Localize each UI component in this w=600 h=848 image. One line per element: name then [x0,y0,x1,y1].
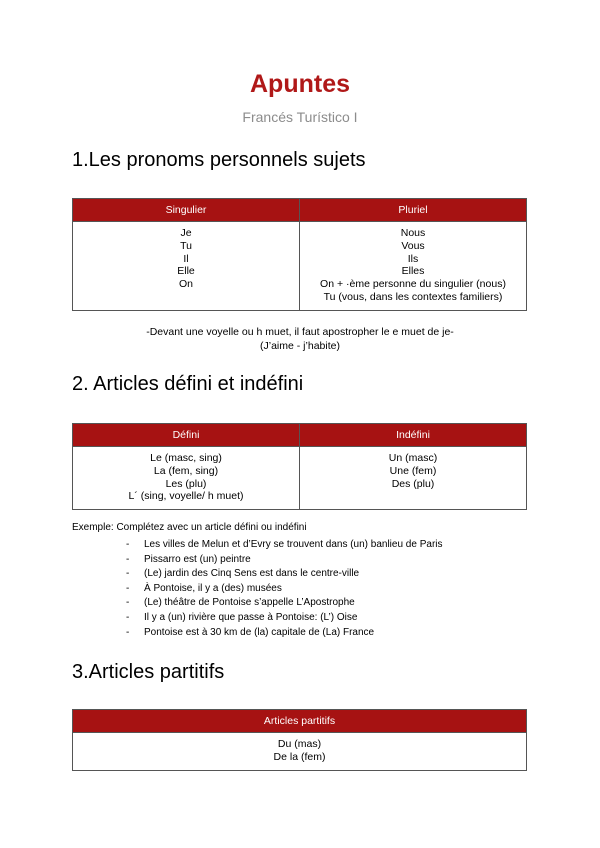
list-item: L´ (sing, voyelle/ h muet) [128,490,244,503]
list-item: On [178,278,193,291]
bullet-dash: - [126,539,130,550]
bullet-dash: - [126,611,130,623]
bullet-dash: - [126,568,130,580]
table-header-partitifs: Articles partitifs [73,710,527,733]
exercise-text: Il y a (un) rivière que passe à Pontoise: (L’) Oise [144,611,358,623]
list-item: Des (plu) [391,477,435,490]
list-item: On + ·ème personne du singulier (nous) [320,278,506,291]
indefini-cell [300,447,527,510]
list-item: Un (masc) [388,452,438,464]
articles-table [72,423,527,510]
list-item: Tu (vous, dans les contextes familiers) [323,290,503,303]
page-title: Apuntes [250,70,350,98]
list-item: Je [180,227,192,239]
table-header-singulier: Singulier [73,199,300,222]
list-item: Les (plu) [165,477,207,490]
note-example: (J’aime - j’habite) [260,339,340,352]
bullet-dash: - [126,553,130,565]
list-item: Elles [401,265,425,278]
list-item: Elle [177,265,195,278]
exercise-text: (Le) théâtre de Pontoise s’appelle L’Apostrophe [144,597,355,609]
note-line: -Devant une voyelle ou h muet, il faut apostropher le e muet de je- [146,326,454,338]
list-item: Du (mas) [277,738,322,750]
list-item: Il [183,252,189,265]
table-header-pluriel: Pluriel [300,199,527,222]
list-item: Tu [180,239,192,252]
exercise-text: Pissarro est (un) peintre [144,553,251,565]
exercise-text: Les villes de Melun et d’Evry se trouvent dans (un) banlieu de Paris [144,539,443,550]
page-subtitle: Francés Turístico I [242,109,358,125]
defini-cell [73,447,300,510]
list-item: Une (fem) [389,464,437,477]
list-item: Vous [401,239,425,252]
exercise-label: Exemple: Complétez avec un article défini ou indéfini [72,522,307,533]
section-heading-pronoms: 1.Les pronoms personnels sujets [72,149,366,171]
list-item: La (fem, sing) [153,464,219,477]
table-header-indefini: Indéfini [300,424,527,447]
exercise-text: (Le) jardin des Cinq Sens est dans le centre-ville [144,568,360,580]
list-item: Le (masc, sing) [150,452,222,464]
bullet-dash: - [126,626,130,638]
bullet-dash: - [126,597,130,609]
partitifs-cell [73,733,527,771]
list-item: De la (fem) [273,750,326,763]
singulier-cell [73,222,300,311]
section-heading-articles: 2. Articles défini et indéfini [72,373,304,395]
table-header-defini: Défini [73,424,300,447]
pronoms-table [72,198,527,311]
list-item: Ils [407,252,419,265]
pluriel-cell [300,222,527,311]
section-heading-partitifs: 3.Articles partitifs [72,661,225,683]
exercise-text: Pontoise est à 30 km de (la) capitale de (La) France [144,626,375,638]
exercise-text: À Pontoise, il y a (des) musées [144,582,282,594]
partitifs-table [72,709,527,771]
list-item: Nous [400,227,426,239]
bullet-dash: - [126,582,130,594]
apostrophe-note [0,326,600,353]
